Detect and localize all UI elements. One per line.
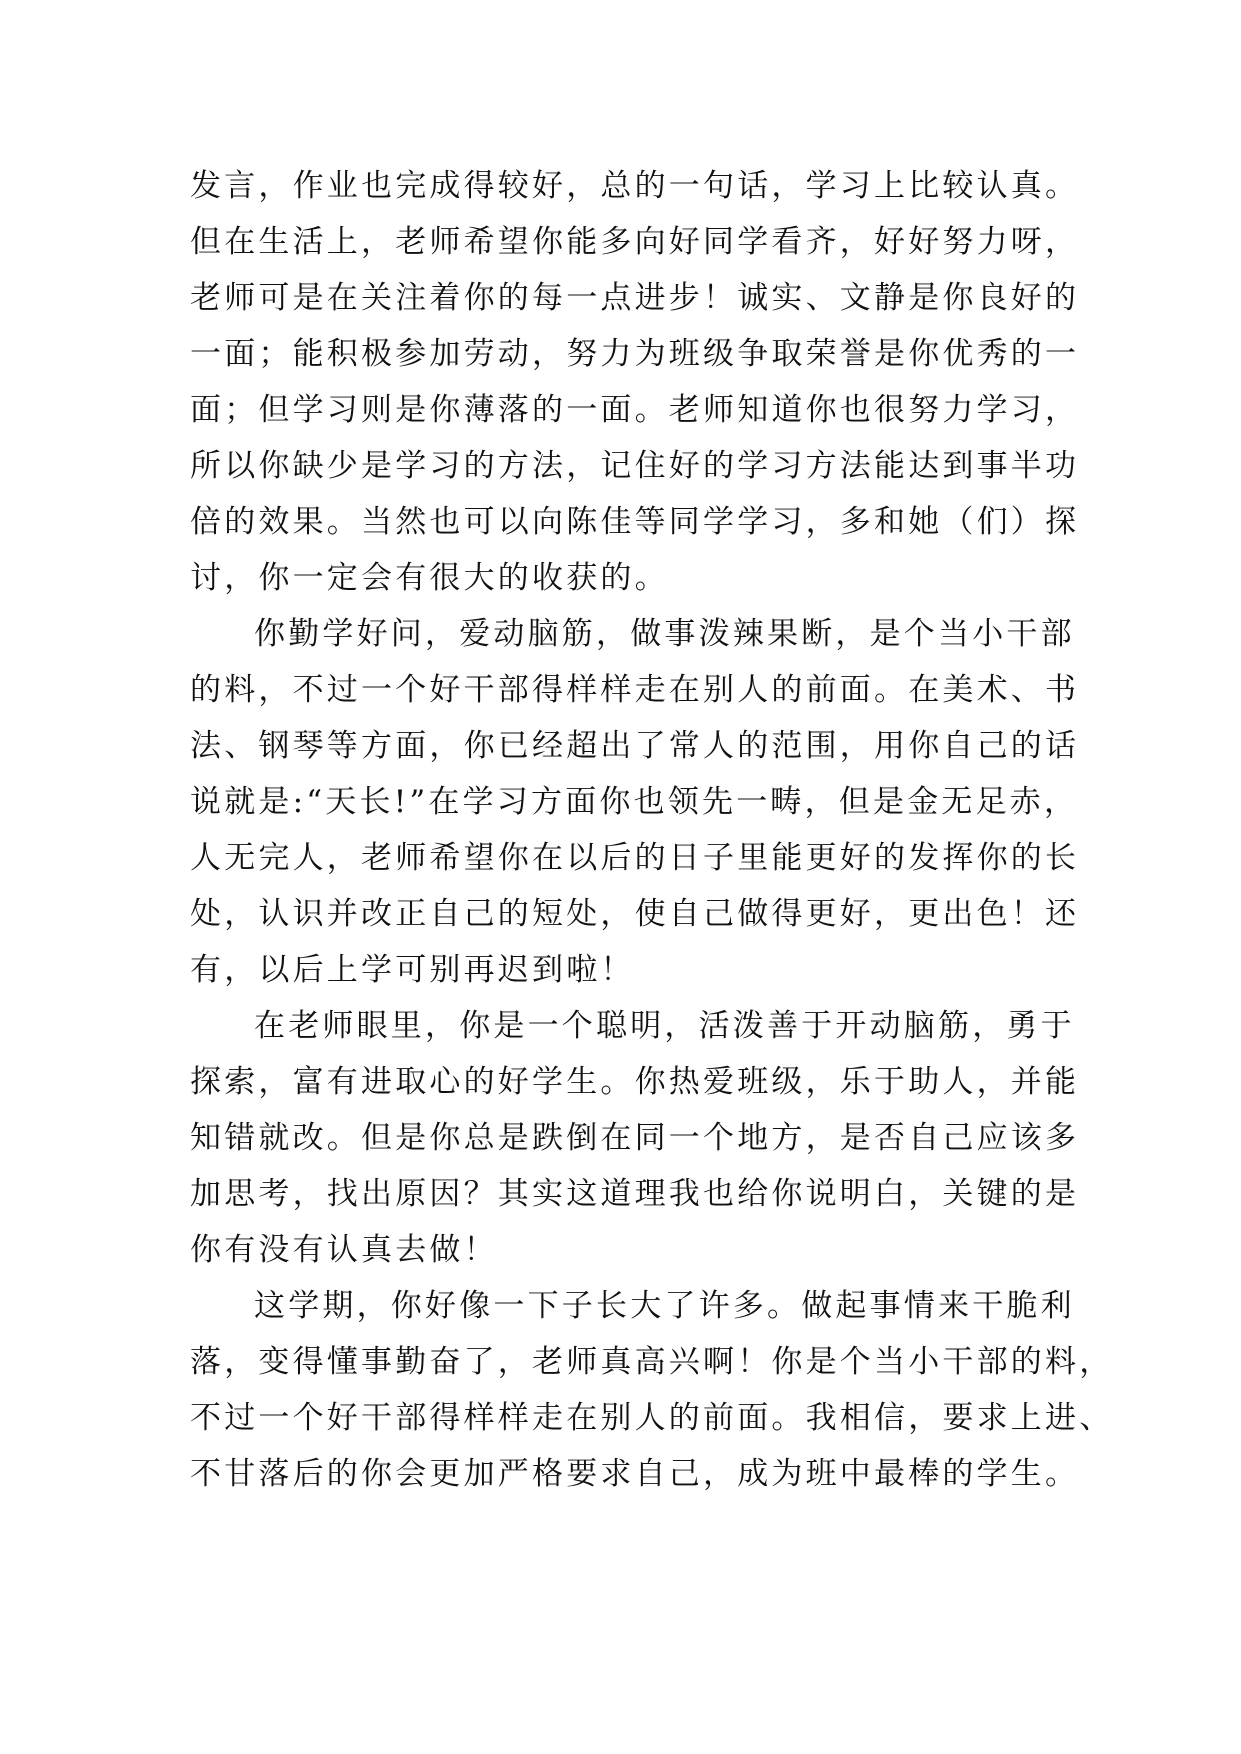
text-line: 有，以后上学可别再迟到啦！ (190, 952, 635, 988)
text-line: 所以你缺少是学习的方法，记住好的学习方法能达到事半功 (190, 448, 1080, 484)
text-line: 不过一个好干部得样样走在别人的前面。我相信，要求上进、 (190, 1400, 1114, 1436)
text-line: 发言，作业也完成得较好，总的一句话，学习上比较认真。 (190, 168, 1080, 204)
text-line: 人无完人，老师希望你在以后的日子里能更好的发挥你的长 (190, 840, 1080, 876)
text-line: 加思考，找出原因？其实这道理我也给你说明白，关键的是 (190, 1176, 1080, 1212)
text-line: 面；但学习则是你薄落的一面。老师知道你也很努力学习， (190, 392, 1080, 428)
paragraph-start-line: 在老师眼里，你是一个聪明，活泼善于开动脑筋，勇于 (254, 1008, 1075, 1044)
text-line: 落，变得懂事勤奋了，老师真高兴啊！你是个当小干部的料， (190, 1344, 1114, 1380)
document-body (190, 158, 1114, 1502)
text-line: 倍的效果。当然也可以向陈佳等同学学习，多和她（们）探 (190, 504, 1080, 540)
text-line: 说就是:“天长!”在学习方面你也领先一畴，但是金无足赤， (190, 784, 1079, 820)
text-line: 讨，你一定会有很大的收获的。 (190, 560, 669, 596)
paragraph-start-line: 这学期，你好像一下子长大了许多。做起事情来干脆利 (254, 1288, 1075, 1324)
text-line: 知错就改。但是你总是跌倒在同一个地方，是否自己应该多 (190, 1120, 1080, 1156)
text-line: 但在生活上，老师希望你能多向好同学看齐，好好努力呀， (190, 224, 1080, 260)
text-line: 一面；能积极参加劳动，努力为班级争取荣誉是你优秀的一 (190, 336, 1080, 372)
text-line: 的料，不过一个好干部得样样走在别人的前面。在美术、书 (190, 672, 1080, 708)
text-line: 你有没有认真去做！ (190, 1232, 498, 1268)
text-line: 处，认识并改正自己的短处，使自己做得更好，更出色！还 (190, 896, 1080, 932)
text-line: 法、钢琴等方面，你已经超出了常人的范围，用你自己的话 (190, 728, 1080, 764)
text-line: 不甘落后的你会更加严格要求自己，成为班中最棒的学生。 (190, 1456, 1080, 1492)
text-line: 探索，富有进取心的好学生。你热爱班级，乐于助人，并能 (190, 1064, 1080, 1100)
paragraph-start-line: 你勤学好问，爱动脑筋，做事泼辣果断，是个当小干部 (254, 616, 1075, 652)
text-line: 老师可是在关注着你的每一点进步！诚实、文静是你良好的 (190, 280, 1080, 316)
